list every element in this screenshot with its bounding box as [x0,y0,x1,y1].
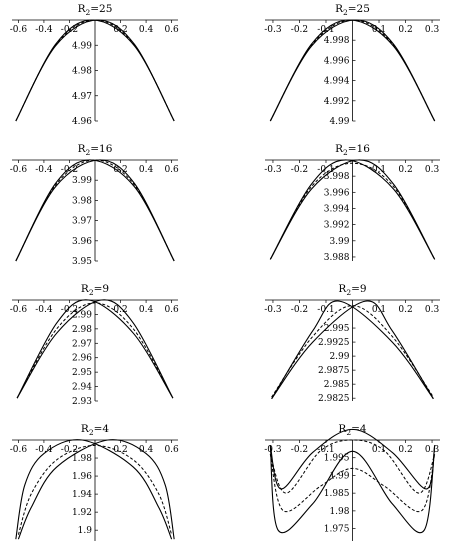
chart-panel-5 [10,283,179,407]
x-tick-label: -0.3 [264,25,282,35]
y-tick-label: 2.9875 [318,366,350,377]
y-tick-label: 3.998 [323,172,350,183]
y-tick-label: 1.94 [71,490,92,501]
x-tick-label: 0.6 [164,445,179,455]
y-tick-label: 1.985 [323,489,350,500]
panel-title: $R_2=4$ [338,423,367,437]
x-tick-label: -0.6 [9,305,28,315]
x-tick-label: 0.2 [398,25,413,35]
y-tick-label: 4.998 [323,36,350,47]
x-tick-label: 0.3 [424,165,440,175]
x-tick-label: 0.6 [164,165,179,175]
x-tick-label: -0.6 [9,445,28,455]
y-tick-label: 1.99 [329,471,350,482]
x-tick-label: -0.3 [264,445,282,455]
y-tick-label: 3.992 [323,220,350,231]
x-tick-label: 0.6 [164,25,179,35]
x-tick-label: -0.6 [9,165,28,175]
y-tick-label: 4.96 [71,117,92,127]
x-tick-label: -0.2 [290,445,309,455]
x-tick-label: -0.1 [317,25,335,35]
y-tick-label: 3.99 [329,236,350,247]
x-tick-label: -0.4 [35,445,53,455]
y-tick-label: 1.96 [71,472,92,483]
chart-panel-1 [10,3,179,127]
x-tick-label: 0.6 [164,305,179,315]
x-tick-label: 0.2 [398,305,413,315]
x-tick-label: -0.4 [35,25,53,35]
x-tick-label: -0.1 [317,445,335,455]
y-tick-label: 1.98 [329,506,350,517]
x-tick-label: 0.4 [138,445,154,455]
y-tick-label: 3.994 [323,204,350,215]
y-tick-label: 2.985 [323,380,350,391]
y-tick-label: 4.994 [323,76,350,87]
y-tick-label: 3.98 [71,196,92,207]
panel-title: $R_2=9$ [80,283,110,297]
x-tick-label: -0.3 [264,305,282,315]
x-tick-label: 0.2 [398,445,413,455]
y-tick-label: 3.988 [323,252,350,263]
y-tick-label: 2.94 [71,382,92,393]
y-tick-label: 4.99 [71,41,92,52]
x-tick-label: 0.2 [398,165,413,175]
x-tick-label: -0.3 [264,165,282,175]
x-tick-label: -0.2 [290,305,309,315]
x-tick-label: 0.1 [371,165,387,175]
y-tick-label: 2.95 [71,368,92,379]
x-tick-label: -0.2 [60,25,79,35]
x-tick-label: 0.2 [113,25,128,35]
x-tick-label: -0.2 [60,305,79,315]
y-tick-label: 3.96 [71,236,92,247]
y-tick-label: 1.9 [77,526,92,537]
x-tick-label: 0.4 [138,165,154,175]
y-tick-label: 2.98 [71,324,92,335]
x-tick-label: -0.1 [317,305,335,315]
x-tick-label: -0.1 [317,165,335,175]
y-tick-label: 2.99 [329,352,350,363]
chart-panel-6 [264,283,440,404]
x-tick-label: -0.2 [290,25,309,35]
y-tick-label: 4.99 [329,117,350,127]
y-tick-label: 1.98 [71,454,92,465]
y-tick-label: 2.99 [71,310,92,321]
y-tick-label: 2.96 [71,353,92,364]
chart-panel-3 [10,143,179,267]
x-tick-label: -0.2 [60,445,79,455]
x-tick-label: 0.4 [138,305,154,315]
y-tick-label: 3.97 [71,216,92,227]
x-tick-label: 0.1 [371,25,387,35]
panel-title: $R_2=25$ [77,3,113,17]
panel-title: $R_2=16$ [335,143,370,157]
x-tick-label: 0.4 [138,25,154,35]
y-tick-label: 4.97 [71,91,92,102]
x-tick-label: -0.2 [60,165,79,175]
y-tick-label: 2.93 [71,397,92,407]
y-tick-label: 3.996 [323,188,350,199]
y-tick-label: 4.996 [323,56,350,67]
x-tick-label: 0.2 [113,445,128,455]
x-tick-label: -0.4 [35,165,53,175]
x-tick-label: 0.3 [424,25,440,35]
y-tick-label: 2.9925 [318,338,350,349]
x-tick-label: 0.3 [424,305,440,315]
y-tick-label: 4.992 [323,96,350,107]
x-tick-label: 0.1 [371,445,387,455]
chart-panel-7 [10,423,179,541]
chart-panel-8 [264,423,440,541]
x-tick-label: 0.3 [424,445,440,455]
x-tick-label: 0.1 [371,305,387,315]
chart-panel-4 [264,143,440,263]
x-tick-label: -0.2 [290,165,309,175]
panel-title: $R_2=25$ [335,3,370,17]
y-tick-label: 3.95 [71,257,92,267]
y-tick-label: 2.9825 [318,394,350,405]
y-tick-label: 3.99 [71,176,92,187]
chart-panel-2 [264,3,440,127]
panel-title: $R_2=4$ [80,423,110,437]
y-tick-label: 2.97 [71,339,92,350]
y-tick-label: 2.995 [323,324,350,335]
y-tick-label: 1.975 [323,524,350,535]
x-tick-label: 0.2 [113,305,128,315]
y-tick-label: 1.92 [71,508,92,519]
panel-title: $R_2=16$ [77,143,113,157]
y-tick-label: 4.98 [71,66,92,77]
x-tick-label: 0.2 [113,165,128,175]
x-tick-label: -0.6 [9,25,28,35]
x-tick-label: -0.4 [35,305,53,315]
panel-title: $R_2=9$ [338,283,367,297]
y-tick-label: 1.995 [323,453,350,464]
